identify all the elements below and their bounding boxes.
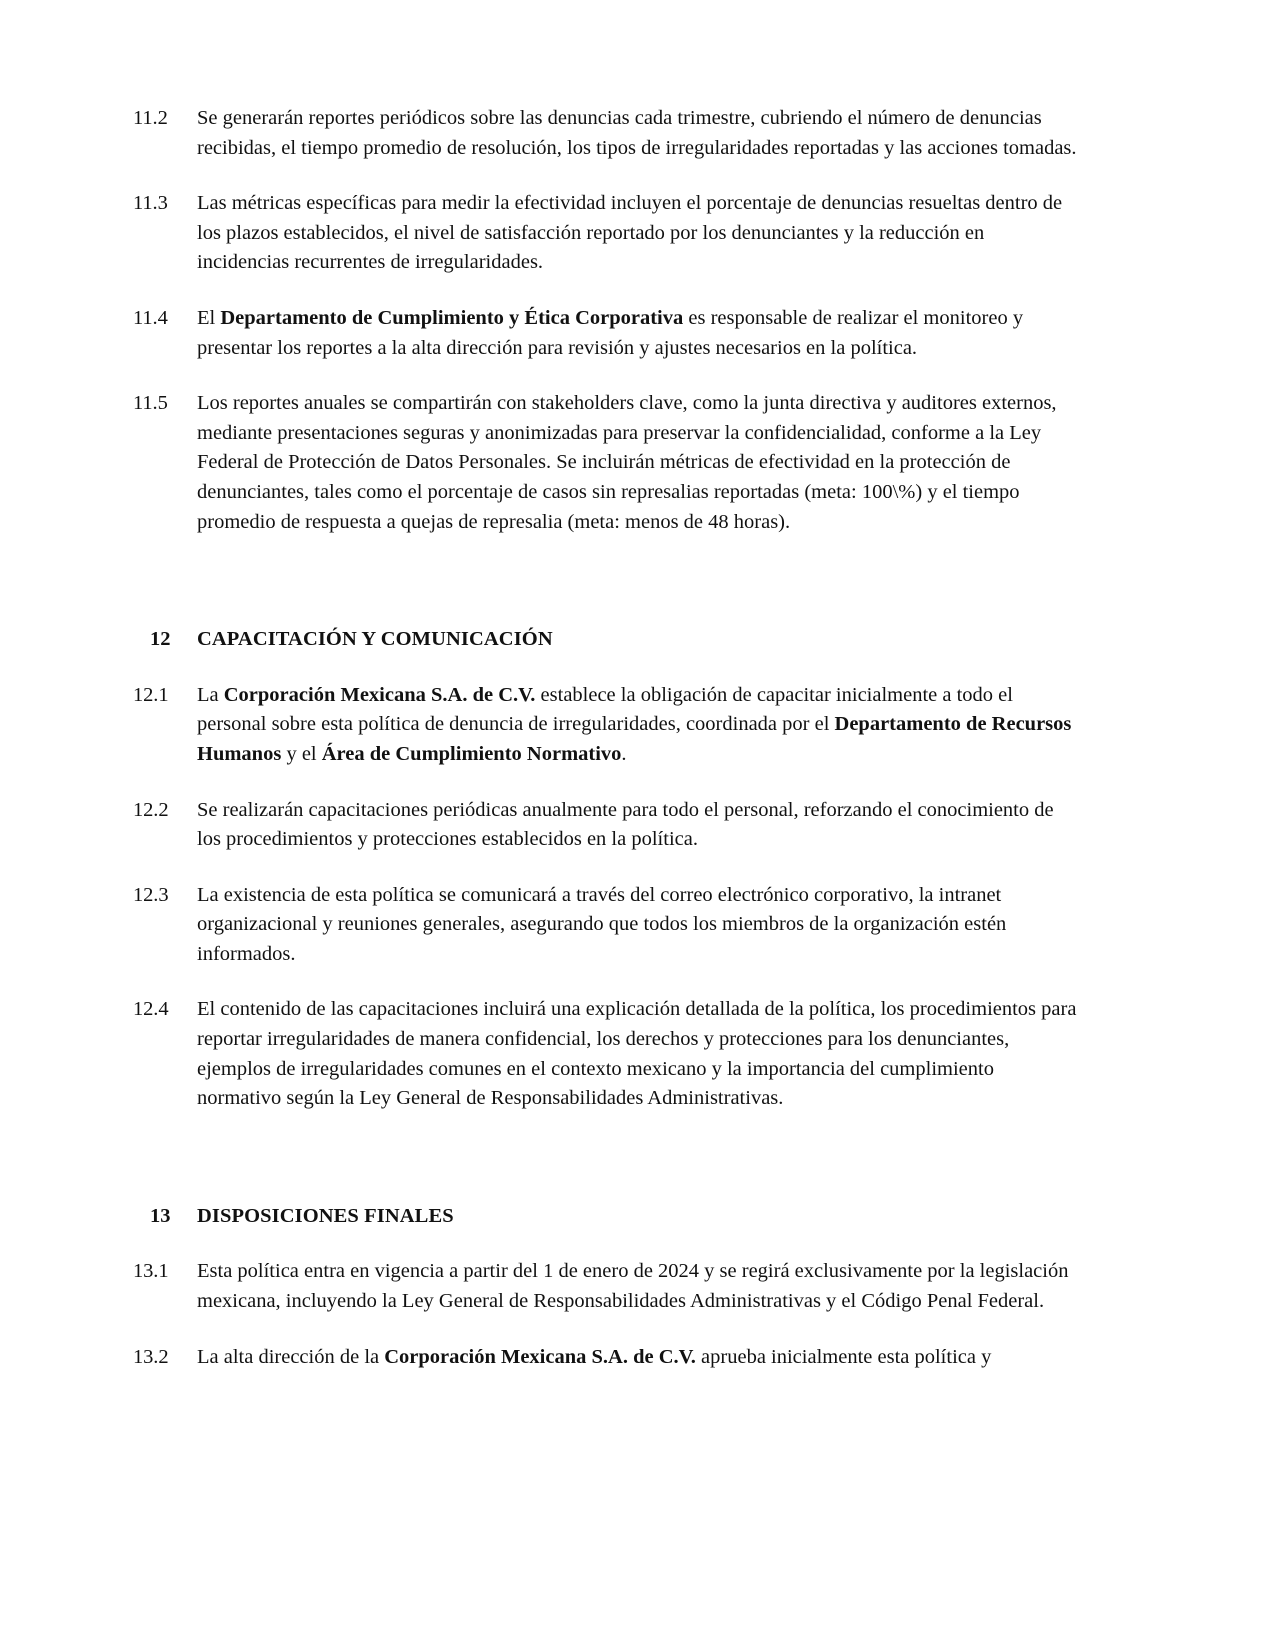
section-heading: [133, 625, 1078, 655]
body-text: Las métricas específicas para medir la efectividad incluyen el porcentaje de denuncias resueltas dentro de los plazos establecidos, el nivel de satisfacción reportado por los denunciantes y la reducción en incidencias recurrentes de irregularidades.: [197, 192, 1063, 274]
clause-text: [197, 881, 1078, 970]
clause-text: [197, 104, 1078, 163]
clause-number: 13.2: [133, 1345, 169, 1368]
body-text: Se realizarán capacitaciones periódicas anualmente para todo el personal, reforzando el conocimiento de los procedimientos y protecciones establecidos en la política.: [197, 798, 1054, 851]
body-text: Se generarán reportes periódicos sobre las denuncias cada trimestre, cubriendo el número de denuncias recibidas, el tiempo promedio de resolución, los tipos de irregularidades reportadas y las acciones tomadas.: [197, 107, 1077, 159]
clause-number: 11.4: [133, 306, 168, 329]
body-text: La alta dirección de la: [197, 1345, 385, 1368]
section-heading: [133, 1202, 1078, 1232]
clause-text: [197, 304, 1078, 363]
emphasis-text: Corporación Mexicana S.A. de C.V.: [384, 1345, 696, 1368]
emphasis-text: Corporación Mexicana S.A. de C.V.: [223, 683, 536, 706]
clause-11-4: [133, 304, 1078, 363]
emphasis-text: Departamento de Cumplimiento y Ética Corporativa: [220, 306, 684, 329]
section-number: 12: [150, 628, 171, 651]
clause-11-3: [133, 189, 1078, 278]
clause-13-1: [133, 1257, 1078, 1316]
body-text: establece la obligación de capacitar inicialmente a todo el personal sobre esta política de denuncia de irregularidades, coordinada por el: [197, 683, 1013, 736]
clause-12-3: [133, 881, 1078, 970]
clause-number: 12.1: [133, 683, 169, 706]
clause-11-5: [133, 389, 1078, 537]
section-title: CAPACITACIÓN Y COMUNICACIÓN: [197, 628, 553, 651]
clause-number: 11.3: [133, 192, 168, 215]
body-text: .: [621, 742, 627, 765]
clause-number: 12.2: [133, 798, 169, 821]
clause-number: 11.2: [133, 107, 168, 129]
clause-12-2: [133, 796, 1078, 855]
clause-text: [197, 1343, 1078, 1373]
document-body: [133, 104, 1078, 1398]
body-text: El contenido de las capacitaciones incluirá una explicación detallada de la política, los procedimientos para reportar irregularidades de manera confidencial, los derechos y protecciones para los denunciantes, ejemplos de irregularidades comunes en el contexto mexicano y la importancia del cumplimiento normativo según la Ley General de Responsabilidades Administrativas.: [197, 998, 1077, 1110]
clause-13-2: [133, 1343, 1078, 1373]
clause-11-2: [133, 104, 1078, 163]
emphasis-text: Departamento de Recursos Humanos: [197, 713, 1072, 765]
clause-text: [197, 1257, 1078, 1316]
body-text: El: [197, 306, 221, 329]
clause-number: 12.3: [133, 883, 169, 906]
clause-text: [197, 796, 1078, 855]
section-number: 13: [150, 1204, 171, 1227]
body-text: aprueba inicialmente esta política y: [695, 1345, 992, 1368]
body-text: La: [197, 683, 224, 706]
section-spacer: [133, 563, 1078, 625]
clause-text: [197, 995, 1078, 1113]
clause-12-1: [133, 681, 1078, 770]
body-text: Esta política entra en vigencia a partir del 1 de enero de 2024 y se regirá exclusivamente por la legislación mexicana, incluyendo la Ley General de Responsabilidades Administrativas y el Código Penal Federal.: [197, 1260, 1069, 1313]
section-spacer: [133, 1140, 1078, 1202]
body-text: es responsable de realizar el monitoreo y presentar los reportes a la alta dirección para revisión y ajustes necesarios en la política.: [197, 306, 1024, 359]
emphasis-text: Área de Cumplimiento Normativo: [321, 742, 622, 765]
clause-text: [197, 681, 1078, 770]
clause-12-4: [133, 995, 1078, 1113]
body-text: y el: [281, 742, 322, 765]
clause-number: 11.5: [133, 392, 168, 415]
section-title: DISPOSICIONES FINALES: [197, 1204, 454, 1227]
body-text: Los reportes anuales se compartirán con stakeholders clave, como la junta directiva y auditores externos, mediante presentaciones seguras y anonimizadas para preservar la confidencialidad, conforme a la Ley Federal de Protección de Datos Personales. Se incluirán métricas de efectividad en la protección de denunciantes, tales como el porcentaje de casos sin represalias reportadas (meta: 100\%) y el tiempo promedio de respuesta a quejas de represalia (meta: menos de 48 horas).: [197, 392, 1057, 533]
body-text: La existencia de esta política se comunicará a través del correo electrónico corporativo, la intranet organizacional y reuniones generales, asegurando que todos los miembros de la organización estén informados.: [197, 883, 1007, 965]
clause-number: 13.1: [133, 1260, 169, 1283]
clause-text: [197, 389, 1078, 537]
clause-number: 12.4: [133, 998, 169, 1021]
clause-text: [197, 189, 1078, 278]
